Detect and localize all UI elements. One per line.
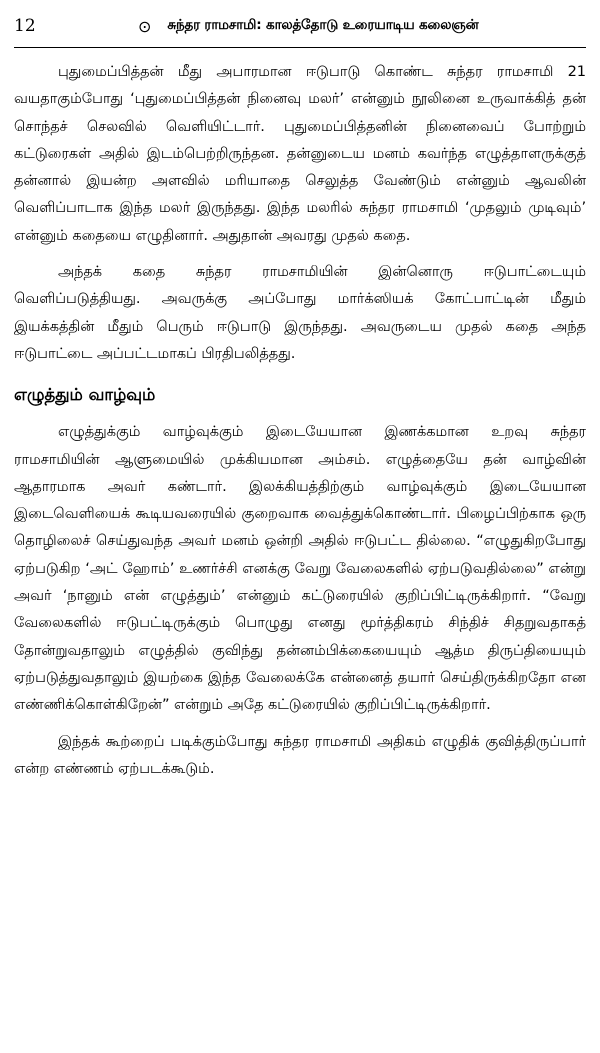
paragraph-3: எழுத்துக்கும் வாழ்வுக்கும் இடையேயான இணக்கமான உறவு சுந்தர ராமசாமியின் ஆளுமையில் முக்கியமான அம்சம். எழுத்தையே தன் வாழ்வின் ஆதாரமாக அவர் கண்டார். இலக்கியத்திற்கும் வாழ்வுக்கும் இடையேயான இடைவெளியைக் கூடியவரையில் குறைவாக வைத்துக்கொண்டார். பிழைப்பிற்காக ஒரு தொழிலைச் செய்துவந்த அவர் மனம் ஒன்றி அதில் ஈடுபட்ட தில்லை. “எழுதுகிறபோது ஏற்படுகிற ‘அட் ஹோம்’ உணர்ச்சி எனக்கு வேறு வேலைகளில் ஏற்படுவதில்லை” என்று அவர் ‘நானும் என் எழுத்தும்’ என்னும் கட்டுரையில் குறிப்பிட்டிருக்கிறார். “வேறு வேலைகளில் ஈடுபட்டிருக்கும் பொழுது எனது மூர்த்திகரம் சிந்திச் சிதறுவதாகத் தோன்றுவதாலும் எழுத்தில் குவிந்து தன்னம்பிக்கையையும் ஆத்ம திருப்தியையும் ஏற்படுத்துவதாலும் இயற்கை இந்த வேலைக்கே என்னைத் தயார் செய்திருக்கிறதோ என எண்ணிக்கொள்கிறேன்” என்றும் அதே கட்டுரையில் குறிப்பிட்டிருக்கிறார். [14, 423, 586, 714]
paragraph-2: அந்தக் கதை சுந்தர ராமசாமியின் இன்னொரு ஈடுபாட்டையும் வெளிப்படுத்தியது. அவருக்கு அப்போது மார்க்ஸியக் கோட்பாட்டின் மீதும் இயக்கத்தின் மீதும் பெரும் ஈடுபாடு இருந்தது. அவருடைய முதல் கதை அந்த ஈடுபாட்டை அப்பட்டமாகப் பிரதிபலித்தது. [14, 263, 586, 362]
section-heading: எழுத்தும் வாழ்வும் [14, 385, 156, 405]
running-header [14, 14, 586, 38]
paragraph-4: இந்தக் கூற்றைப் படிக்கும்போது சுந்தர ராமசாமி அதிகம் எழுதிக் குவித்திருப்பார் என்ற எண்ணம் ஏற்படக்கூடும். [14, 732, 586, 777]
circle-dot-icon: ⊙ [138, 16, 152, 36]
paragraph-1: புதுமைப்பித்தன் மீது அபாரமான ஈடுபாடு கொண்ட சுந்தர ராமசாமி 21 வயதாகும்போது ‘புதுமைப்பித்தன் நினைவு மலர்’ என்னும் நூலினை உருவாக்கித் தன் சொந்தச் செலவில் வெளியிட்டார். புதுமைப்பித்தனின் நினைவைப் போற்றும் கட்டுரைகள் அதில் இடம்பெற்றிருந்தன. தன்னுடைய மனம் கவர்ந்த எழுத்தாளருக்குத் தன்னால் இயன்ற அளவில் மரியாதை செலுத்த வேண்டும் என்னும் ஆவலின் வெளிப்பாடாக இந்த மலர் இருந்தது. இந்த மலரில் சுந்தர ராமசாமி ‘முதலும் முடிவும்’ என்னும் கதையை எழுதினார். அதுதான் அவரது முதல் கதை. [14, 63, 586, 244]
body-text [14, 58, 586, 782]
running-title: சுந்தர ராமசாமி: காலத்தோடு உரையாடிய கலைஞன் [167, 17, 479, 33]
page-number: 12 [14, 16, 36, 36]
header-divider [14, 47, 586, 48]
